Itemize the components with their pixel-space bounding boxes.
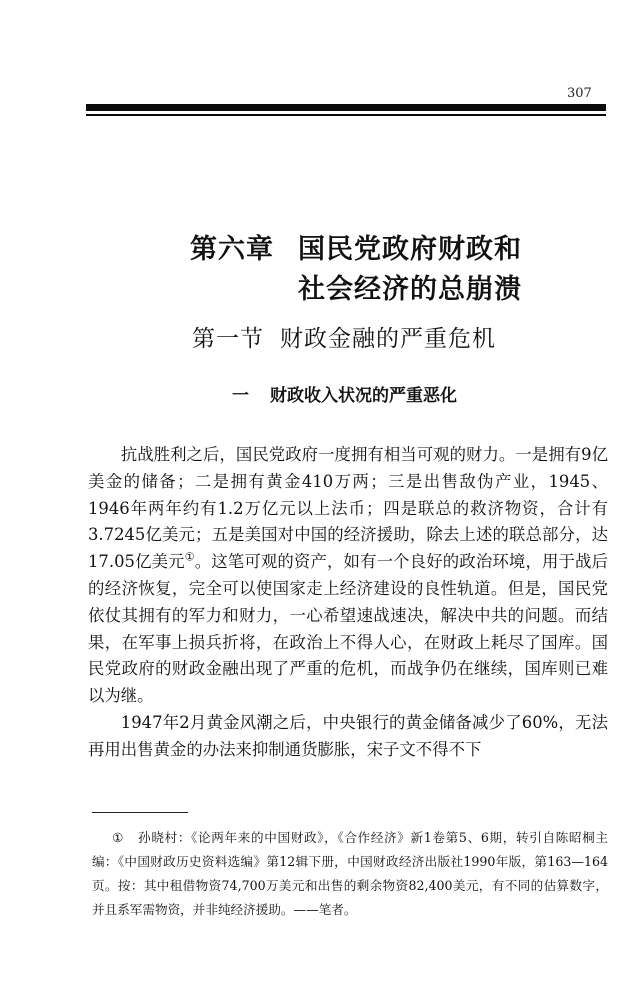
section-label: 第一节 [192, 326, 264, 352]
chapter-title-text-2: 社会经济的总崩溃 [298, 274, 522, 305]
chapter-title-line-1 [190, 230, 570, 270]
subsection-label: 一 [232, 386, 249, 406]
header-rule-thin [86, 114, 606, 116]
header-rule-thick [86, 104, 606, 111]
paragraph-1 [88, 442, 608, 710]
page-number: 307 [567, 86, 592, 101]
section-title-text: 财政金融的严重危机 [280, 326, 496, 352]
chapter-title-line-2 [190, 270, 570, 310]
footnote-reference: ① [184, 550, 195, 564]
paragraph-2: 1947年2月黄金风潮之后，中央银行的黄金储备减少了60%，无法再用出售黄金的办法来抑制通货膨胀，宋子文不得不下 [88, 712, 608, 759]
paragraph-1-part-2: 。这笔可观的资产，如有一个良好的政治环境，用于战后的经济恢复，完全可以使国家走上经济建设的良性轨道。但是，国民党依仗其拥有的军力和财力，一心希望速战速决，解决中共的问题。而结果，在军事上损兵折将，在政治上不得人心，在财政上耗尽了国库。国民党政府的财政金融出现了严重的危机，而战争仍在继续，国库则已难以为继。 [88, 552, 608, 706]
subsection-title [232, 384, 532, 408]
paragraph-1-part-1: 抗战胜利之后，国民党政府一度拥有相当可观的财力。一是拥有9亿美金的储备；二是拥有黄金410万两；三是出售敌伪产业，1945、1946年两年约有1.2万亿元以上法币；四是联总的救济物资，合计有3.7245亿美元；五是美国对中国的经济援助，除去上述的联总部分，达17.05亿美元 [88, 445, 608, 572]
subsection-title-text: 财政收入状况的严重恶化 [270, 386, 457, 406]
chapter-title [190, 230, 570, 310]
footnote [92, 826, 608, 922]
footnote-divider [92, 812, 188, 813]
chapter-label: 第六章 [190, 234, 274, 265]
footnote-label: ① [112, 830, 125, 845]
section-title [192, 322, 552, 356]
body-text [88, 442, 608, 764]
chapter-title-text-1: 国民党政府财政和 [298, 234, 522, 265]
footnote-text: 孙晓村：《论两年来的中国财政》，《合作经济》新1卷第5、6期，转引自陈昭桐主编：《中国财政历史资料选编》第12辑下册，中国财政经济出版社1990年版，第163—164页。按：其中租借物资74,700万美元和出售的剩余物资82,400美元，有不同的估算数字，并且系军需物资，并非纯经济援助。——笔者。 [92, 830, 609, 917]
